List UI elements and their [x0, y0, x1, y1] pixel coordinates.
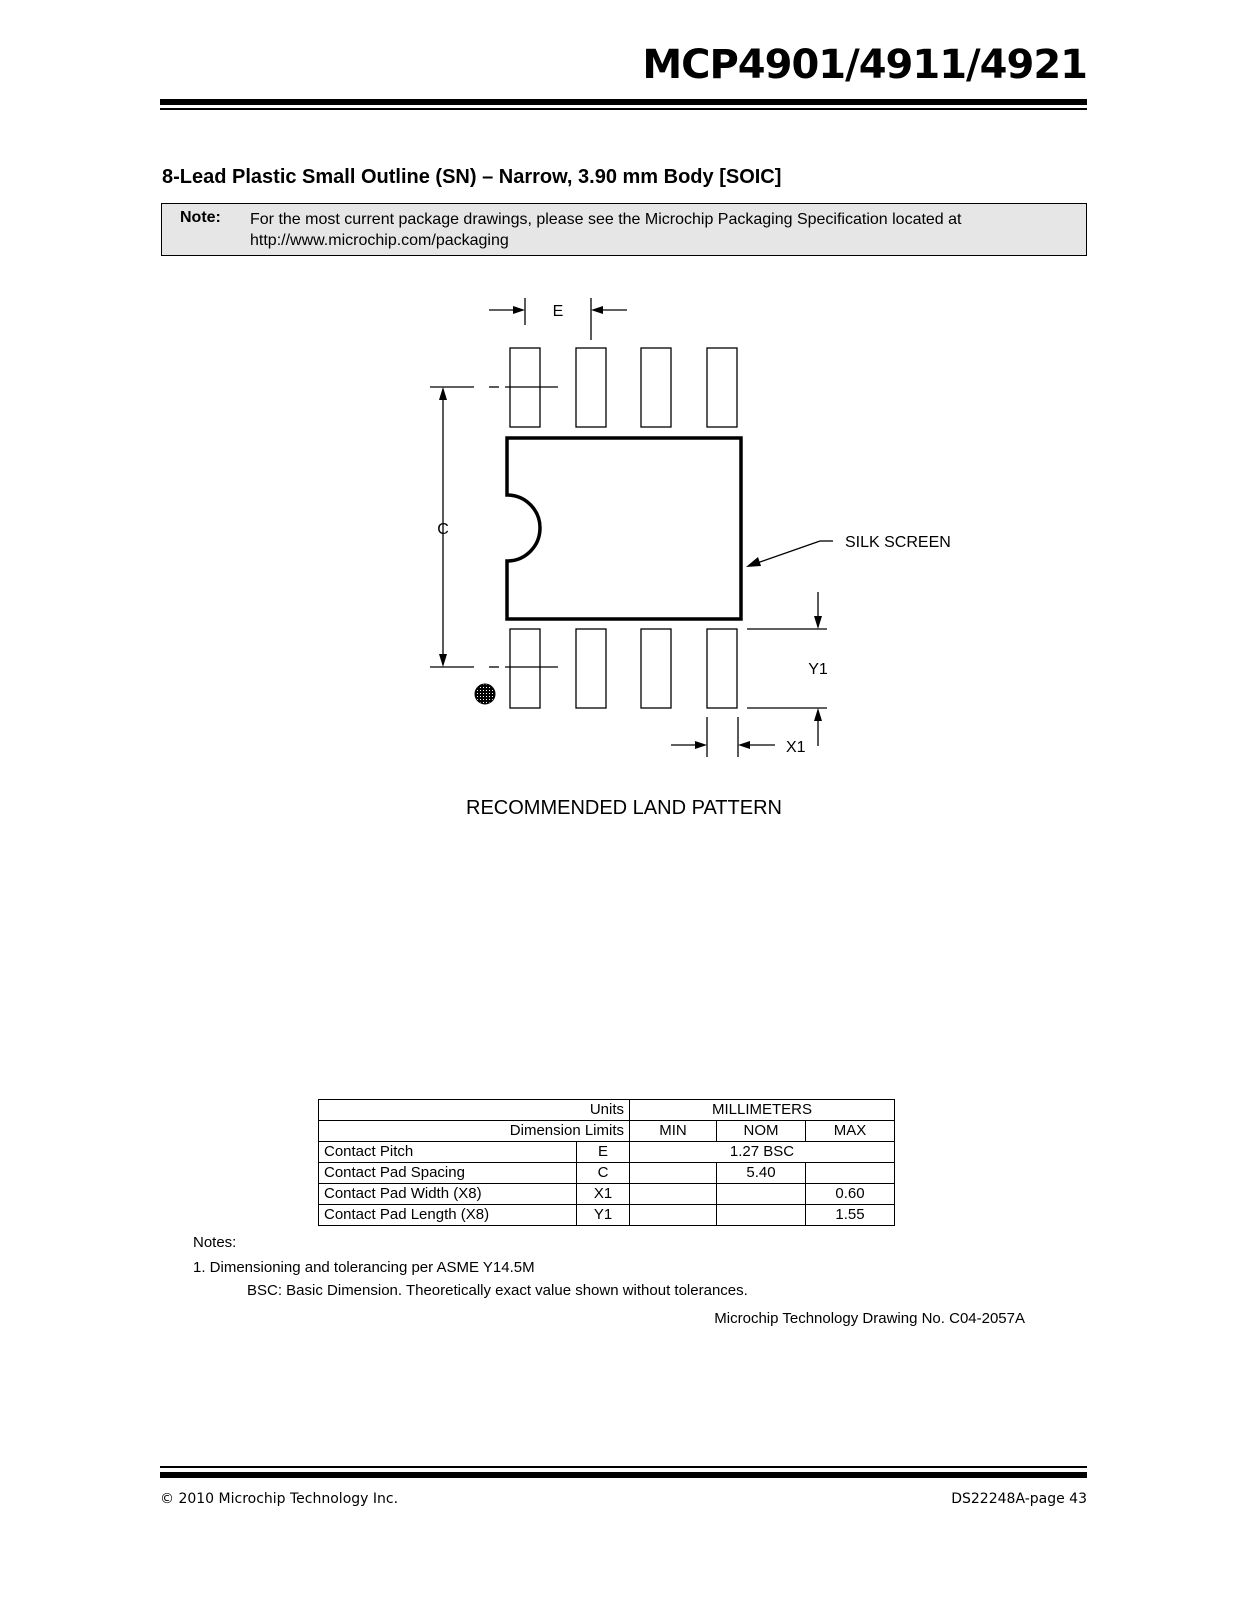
- table-row: [319, 1163, 895, 1184]
- contact-pad-bottom-2: [576, 629, 606, 708]
- document-title: MCP4901/4911/4921: [642, 42, 1087, 88]
- row-min: [630, 1205, 717, 1226]
- row-name: Contact Pitch: [319, 1142, 577, 1163]
- row-max: [806, 1163, 895, 1184]
- row-nom: [717, 1184, 806, 1205]
- silk-screen-label: SILK SCREEN: [845, 534, 951, 551]
- dim-label-e: E: [552, 303, 564, 320]
- col-min: MIN: [630, 1121, 717, 1142]
- row-max: 1.55: [806, 1205, 895, 1226]
- row-nom: [717, 1205, 806, 1226]
- dim-label-c: C: [437, 521, 449, 538]
- note-label: Note:: [180, 209, 221, 226]
- contact-pad-bottom-1: [510, 629, 540, 708]
- note-bsc: BSC: Basic Dimension. Theoretically exact value shown without tolerances.: [247, 1282, 748, 1299]
- row-nom: 5.40: [717, 1163, 806, 1184]
- row-symbol: X1: [577, 1184, 630, 1205]
- dim-label-x1: X1: [786, 739, 806, 756]
- row-symbol: E: [577, 1142, 630, 1163]
- row-min: [630, 1163, 717, 1184]
- dim-label-y1: Y1: [808, 661, 828, 678]
- row-name: Contact Pad Width (X8): [319, 1184, 577, 1205]
- footer-page-number: DS22248A-page 43: [951, 1491, 1087, 1507]
- row-min: [630, 1184, 717, 1205]
- drawing-caption: RECOMMENDED LAND PATTERN: [466, 797, 782, 819]
- drawing-number: Microchip Technology Drawing No. C04-2057A: [714, 1310, 1025, 1327]
- row-max: 0.60: [806, 1184, 895, 1205]
- note-text: For the most current package drawings, please see the Microchip Packaging Specification located at http://www.microchip.com/packaging: [250, 211, 962, 249]
- contact-pad-bottom-3: [641, 629, 671, 708]
- dimension-limits-label: Dimension Limits: [319, 1121, 630, 1142]
- units-value: MILLIMETERS: [630, 1100, 895, 1121]
- row-name: Contact Pad Length (X8): [319, 1205, 577, 1226]
- row-merged-value: 1.27 BSC: [630, 1142, 895, 1163]
- footer-rule-thick: [160, 1472, 1087, 1478]
- table-row: [319, 1142, 895, 1163]
- section-heading: 8-Lead Plastic Small Outline (SN) – Narrow, 3.90 mm Body [SOIC]: [162, 166, 782, 188]
- units-label: Units: [319, 1100, 630, 1121]
- silk-screen-outline: [507, 438, 741, 619]
- note-item-1: 1. Dimensioning and tolerancing per ASME Y14.5M: [193, 1259, 535, 1276]
- contact-pad-top-4: [707, 348, 737, 427]
- dimensions-table: [318, 1099, 895, 1226]
- contact-pad-top-2: [576, 348, 606, 427]
- footer-copyright: © 2010 Microchip Technology Inc.: [160, 1491, 399, 1507]
- row-symbol: Y1: [577, 1205, 630, 1226]
- row-name: Contact Pad Spacing: [319, 1163, 577, 1184]
- contact-pad-top-3: [641, 348, 671, 427]
- row-symbol: C: [577, 1163, 630, 1184]
- pin1-marker-icon: [475, 684, 495, 704]
- table-row: [319, 1100, 895, 1121]
- table-row: [319, 1121, 895, 1142]
- table-row: [319, 1184, 895, 1205]
- table-row: [319, 1205, 895, 1226]
- col-max: MAX: [806, 1121, 895, 1142]
- contact-pad-bottom-4: [707, 629, 737, 708]
- footer-rule-thin: [160, 1466, 1087, 1468]
- notes-heading: Notes:: [193, 1234, 237, 1251]
- col-nom: NOM: [717, 1121, 806, 1142]
